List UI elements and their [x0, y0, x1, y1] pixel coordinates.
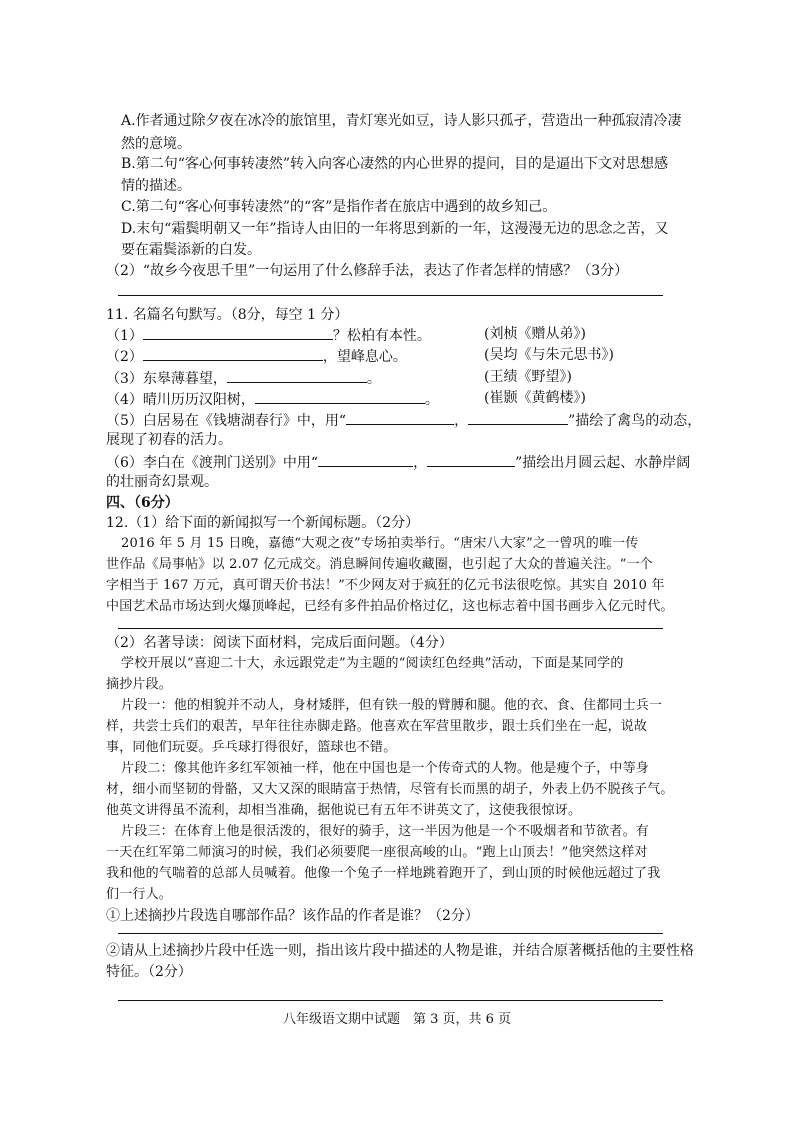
q11-item-6-line2: 的壮丽奇幻景观。 [106, 474, 218, 490]
fill-blank[interactable] [468, 409, 568, 425]
page-footer: 八年级语文期中试题 第 3 页，共 6 页 [282, 1012, 512, 1027]
fill-blank[interactable] [318, 451, 413, 467]
q11-item-5-line2: 展现了初春的活力。 [106, 432, 232, 448]
q11-item-2 [106, 345, 407, 367]
q11-item-1 [106, 324, 431, 346]
news-line-4: 中国艺术品市场达到火爆顶峰起，已经有多件拍品价格过亿，这也标志着中国书画步入亿元时代。 [106, 599, 674, 614]
answer-line[interactable] [118, 295, 663, 296]
item-number: （2） [106, 349, 143, 365]
reading-line: 材，细小而坚韧的骨骼，又大又深的眼睛富于热情，尽管有长而黑的胡子，外表上仍不脱孩子气。 [106, 782, 674, 797]
question-b-line2: 特征。（2分） [106, 964, 192, 980]
q12-sub2: （2）名著导读：阅读下面材料，完成后面问题。（4分） [106, 635, 453, 651]
item-text: 东皋薄暮望， [142, 371, 227, 387]
item-number: （1） [106, 328, 143, 344]
news-line-1: 2016 年 5 月 15 日晚，嘉德“大观之夜”专场拍卖举行。“唐宋八大家”之一曾巩的唯一传 [121, 536, 639, 551]
option-d-line2: 要在霜鬓添新的白发。 [121, 242, 261, 258]
q11-item-3 [106, 367, 381, 389]
option-b-line1: B.第二句“客心何事转凄然”转入向客心凄然的内心世界的提问，目的是逼出下文对思想感 [121, 156, 669, 172]
reading-line: 学校开展以“喜迎二十大，永远跟党走”为主题的“阅读红色经典”活动，下面是某同学的 [121, 656, 624, 671]
option-b-line2: 情的描述。 [121, 178, 191, 194]
option-a-line1: A.作者通过除夕夜在冰冷的旅馆里，青灯寒光如豆，诗人影只孤孑，营造出一种孤寂清冷凄 [121, 113, 682, 129]
q11-title: 11. 名篇名句默写。（8分，每空 1 分） [106, 307, 349, 323]
reading-line: 片段二：像其他许多红军领袖一样，他在中国也是一个传奇式的人物。他是瘦个子，中等身 [121, 761, 650, 776]
item-text: ”描绘出月圆云起、水静岸阔 [515, 455, 691, 471]
news-line-3: 字相当于 167 万元，真可谓天价书法！”不少网友对于疯狂的亿元书法很吃惊。其实自 2010 年 [106, 578, 665, 593]
reading-line: 样，共尝士兵们的艰苦，早年往往赤脚走路。他喜欢在军营里散步，跟士兵们坐在一起，说故 [106, 719, 648, 734]
item-text: ？松柏有本性。 [332, 328, 431, 344]
item-source: (王绩《野望》) [484, 369, 572, 385]
question-b-line1: ②请从上述摘抄片段中任选一则，指出该片段中描述的人物是谁，并结合原著概括他的主要性格 [106, 943, 694, 959]
reading-line: 我和他的气喘着的总部人员喊着。他像一个兔子一样地跳着跑开了，到山顶的时候他远超过了我 [106, 866, 661, 881]
item-text: ”描绘了禽鸟的动态， [568, 413, 702, 429]
item-text: ，望峰息心。 [322, 349, 407, 365]
reading-line: 片段三：在体育上他是很活泼的，很好的骑手，这一半因为他是一个不吸烟者和节欲者。有 [121, 824, 650, 839]
answer-line[interactable] [118, 933, 663, 934]
answer-line[interactable] [118, 1000, 663, 1001]
reading-line: 们一行人。 [106, 887, 173, 902]
item-text: 。 [424, 392, 439, 408]
item-source: (吴均《与朱元思书》) [484, 347, 614, 363]
reading-line: 一天在红军第二师演习的时候，我们必须要爬一座很高峻的山。“跑上山顶去！”他突然这样对 [106, 845, 648, 860]
q10-sub2: （2）“故乡今夜思千里”一句运用了什么修辞手法，表达了作者怎样的情感？（3分） [106, 263, 629, 279]
reading-line: 摘抄片段。 [106, 677, 173, 692]
item-source: (崔颢《黄鹤楼》) [484, 390, 586, 406]
fill-blank[interactable] [227, 367, 367, 383]
reading-line: 他英文讲得虽不流利，却相当准确，据他说已有五年不讲英文了，这使我很惊讶。 [106, 803, 582, 818]
item-number: （4） [106, 392, 143, 408]
fill-blank[interactable] [143, 324, 333, 340]
option-d-line1: D.末句“霜鬓明朝又一年”指诗人由旧的一年将思到新的一年，这漫漫无边的思念之苦，又 [121, 221, 669, 237]
fill-blank[interactable] [427, 451, 515, 467]
q11-item-5-line1 [106, 409, 701, 431]
fill-blank[interactable] [346, 409, 454, 425]
item-number: （3） [106, 371, 143, 387]
item-text: （6）李白在《渡荆门送别》中用“ [106, 455, 319, 471]
q11-item-6-line1 [106, 451, 690, 473]
reading-line: 片段一：他的相貌并不动人，身材矮胖，但有铁一般的臂膊和腿。他的衣、食、住都同士兵一 [121, 698, 663, 713]
answer-line[interactable] [118, 628, 663, 629]
item-text: ， [413, 455, 428, 471]
q11-item-4 [106, 388, 439, 410]
option-c-line1: C.第二句“客心何事转凄然”的“客”是指作者在旅店中遇到的故乡知己。 [121, 199, 557, 215]
item-text: ， [454, 413, 469, 429]
fill-blank[interactable] [255, 388, 425, 404]
q12-sub1: 12.（1）给下面的新闻拟写一个新闻标题。（2分） [106, 515, 420, 531]
news-line-2: 世作品《局事帖》以 2.07 亿元成交。消息瞬间传遍收藏圈，也引起了大众的普遍关注。“一个 [106, 557, 653, 572]
item-text: （5）白居易在《钱塘湖春行》中，用“ [106, 413, 347, 429]
item-source: (刘桢《赠从弟》) [484, 326, 586, 342]
fill-blank[interactable] [143, 345, 323, 361]
item-text: 。 [366, 371, 381, 387]
item-text: 晴川历历汉阳树， [142, 392, 255, 408]
section-heading: 四、（6分） [106, 495, 179, 511]
reading-line: 事，同他们玩耍。乒乓球打得很好，篮球也不错。 [106, 740, 397, 755]
option-a-line2: 然的意境。 [121, 136, 191, 152]
question-a: ①上述摘抄片段选自哪部作品？该作品的作者是谁？（2分） [106, 908, 479, 924]
